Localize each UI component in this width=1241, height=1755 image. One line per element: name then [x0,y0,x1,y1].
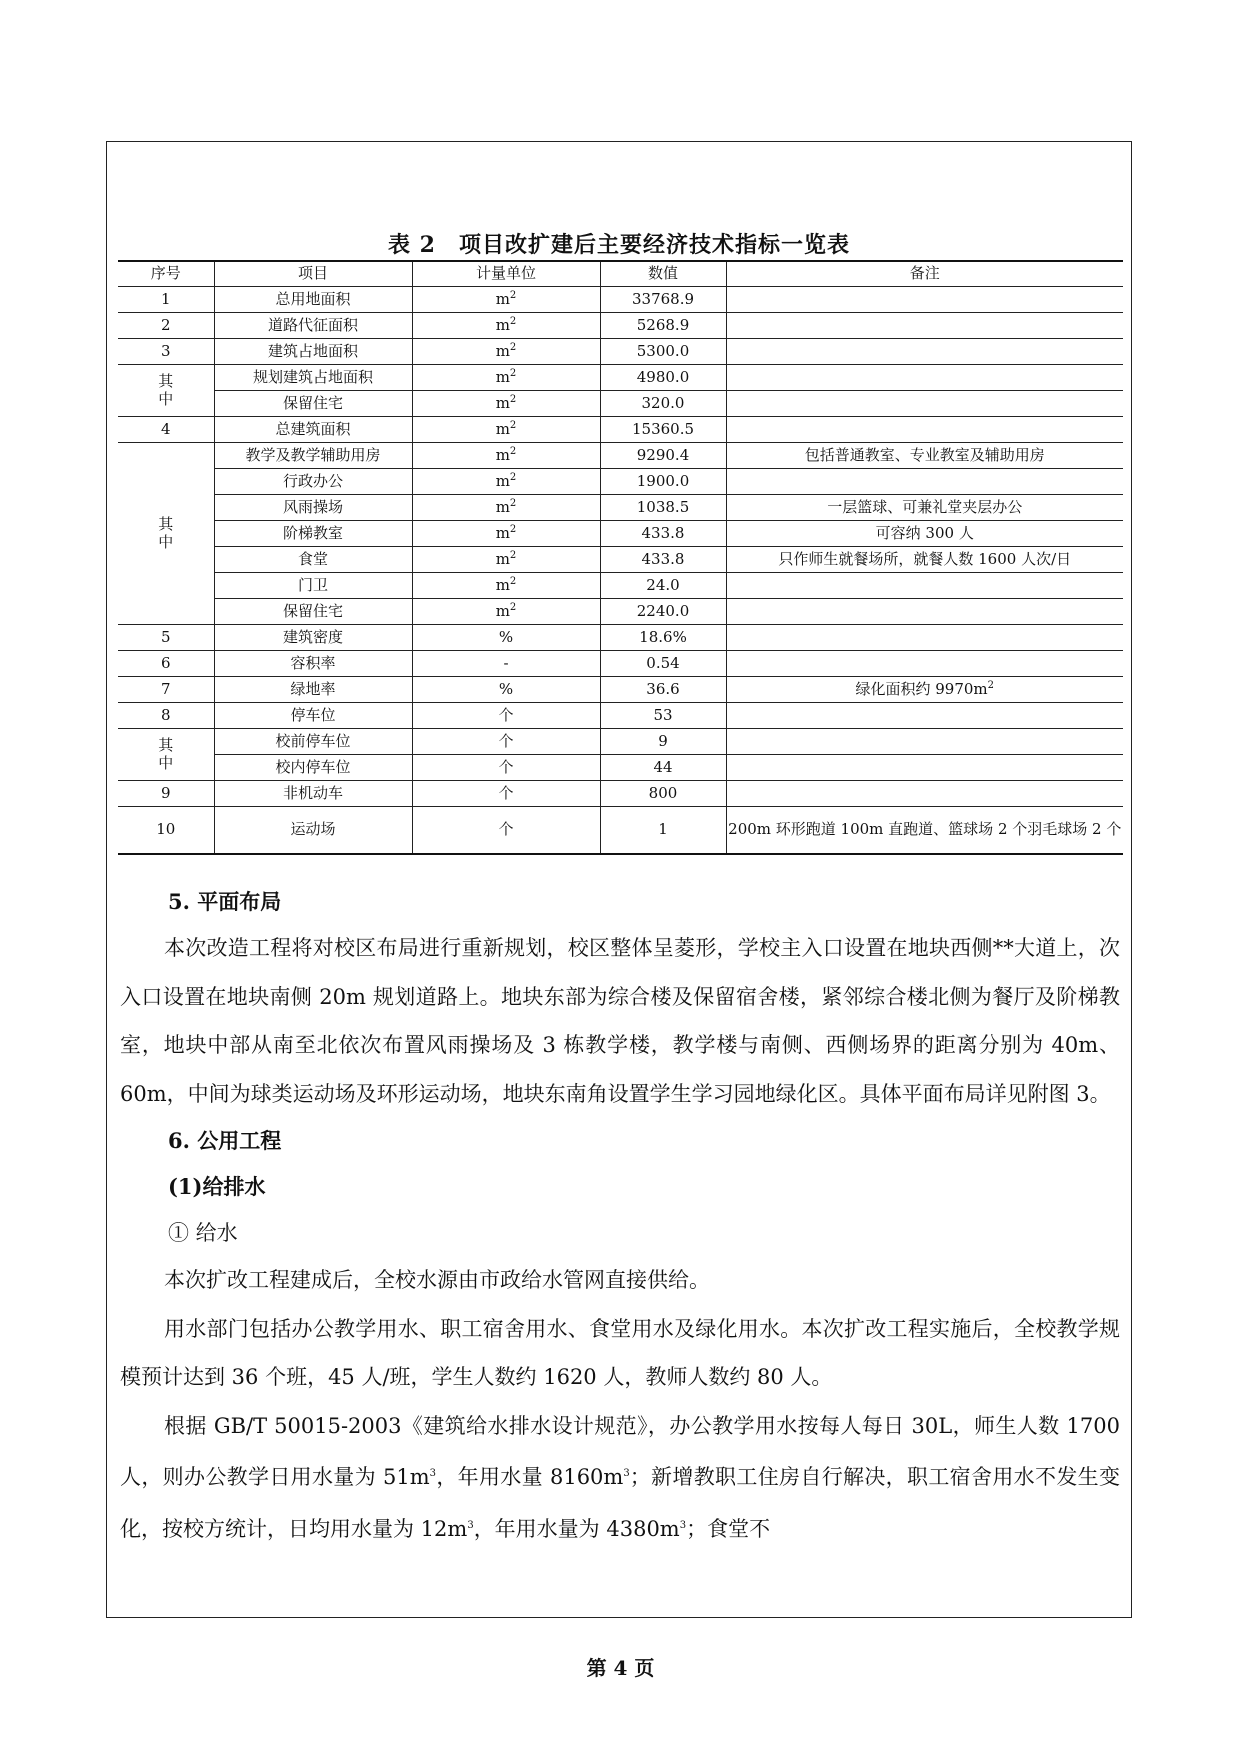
row-note [726,339,1123,365]
row-value: 0.54 [600,651,726,677]
page-number: 第 4 页 [586,1656,655,1680]
row-no: 9 [118,781,214,807]
row-unit: % [412,625,600,651]
row-value: 36.6 [600,677,726,703]
row-unit: 个 [412,703,600,729]
row-note [726,469,1123,495]
row-no: 3 [118,339,214,365]
row-item: 阶梯教室 [214,521,412,547]
row-note [726,391,1123,417]
table-row [118,365,1123,391]
body-text [120,880,1120,1553]
row-value: 5300.0 [600,339,726,365]
table-row [118,469,1123,495]
row-unit: $m^2$ [412,287,600,313]
header-item: 项目 [214,261,412,287]
row-unit: 个 [412,807,600,855]
row-unit: $m^2$ [412,547,600,573]
row-unit: $m^2$ [412,469,600,495]
indicator-table [118,260,1123,855]
row-value: 18.6% [600,625,726,651]
section-5-heading: 5. 平面布局 [168,889,282,914]
row-item: 非机动车 [214,781,412,807]
row-unit: $m^2$ [412,339,600,365]
row-no: 6 [118,651,214,677]
row-note: 一层篮球、可兼礼堂夹层办公 [726,495,1123,521]
row-note [726,781,1123,807]
table-row [118,599,1123,625]
row-value: 33768.9 [600,287,726,313]
row-item: 道路代征面积 [214,313,412,339]
row-item: 保留住宅 [214,599,412,625]
row-value: 320.0 [600,391,726,417]
row-item: 建筑占地面积 [214,339,412,365]
table-row [118,677,1123,703]
row-no: 10 [118,807,214,855]
row-item: 保留住宅 [214,391,412,417]
header-value: 数值 [600,261,726,287]
row-note [726,313,1123,339]
row-note [726,573,1123,599]
row-unit: $m^2$ [412,443,600,469]
row-unit: $m^2$ [412,313,600,339]
table-row [118,495,1123,521]
row-note: 绿化面积约 $9970m^2$ [726,677,1123,703]
row-note [726,703,1123,729]
row-note [726,651,1123,677]
row-note: 200m 环形跑道 100m 直跑道、篮球场 2 个羽毛球场 2 个 [726,807,1123,855]
row-no: 5 [118,625,214,651]
row-item: 校前停车位 [214,729,412,755]
row-item: 停车位 [214,703,412,729]
row-value: 24.0 [600,573,726,599]
table-row [118,391,1123,417]
paragraph-water-users: 用水部门包括办公教学用水、职工宿舍用水、食堂用水及绿化用水。本次扩改工程实施后，全校教学规模预计达到 36 个班，45 人/班，学生人数约 1620 人，教师人数约 80 人。 [120,1316,1120,1389]
table-row [118,729,1123,755]
row-value: 1900.0 [600,469,726,495]
table-row [118,625,1123,651]
row-unit: % [412,677,600,703]
table-row [118,651,1123,677]
row-value: 1 [600,807,726,855]
row-item: 规划建筑占地面积 [214,365,412,391]
row-group-label: 其 中 [118,365,214,417]
row-note [726,287,1123,313]
row-unit: 个 [412,781,600,807]
row-note: 包括普通教室、专业教室及辅助用房 [726,443,1123,469]
table-row [118,807,1123,855]
row-no: 4 [118,417,214,443]
table-row [118,339,1123,365]
subsection-water-heading: (1)给排水 [168,1174,266,1199]
row-unit: $m^2$ [412,365,600,391]
table-row [118,417,1123,443]
row-unit: $m^2$ [412,417,600,443]
row-value: 44 [600,755,726,781]
row-item: 容积率 [214,651,412,677]
table-row [118,443,1123,469]
table-row [118,547,1123,573]
row-note [726,599,1123,625]
row-note [726,755,1123,781]
paragraph-water-usage: 根据 GB/T 50015-2003《建筑给水排水设计规范》，办公教学用水按每人每日 30L，师生人数 1700 人，则办公教学日用水量为 $51m^3$，年用水量 $8160m^3$；新增教职工住房自行解决，职工宿舍用水不发生变化，按校方统计，日均用水量为 $12m^3$，年用水量为 $4380m^3$；食堂不 [120,1413,1120,1541]
table-row [118,755,1123,781]
table-row [118,313,1123,339]
table-title: 表 2 项目改扩建后主要经济技术指标一览表 [388,232,850,258]
row-note: 只作师生就餐场所，就餐人数 1600 人次/日 [726,547,1123,573]
row-value: 1038.5 [600,495,726,521]
row-item: 门卫 [214,573,412,599]
row-no: 8 [118,703,214,729]
row-value: 4980.0 [600,365,726,391]
row-unit: $m^2$ [412,599,600,625]
table-row [118,573,1123,599]
row-item: 运动场 [214,807,412,855]
row-value: 5268.9 [600,313,726,339]
row-item: 行政办公 [214,469,412,495]
header-note: 备注 [726,261,1123,287]
row-item: 校内停车位 [214,755,412,781]
row-value: 433.8 [600,521,726,547]
table-row [118,287,1123,313]
row-group-label: 其 中 [118,443,214,625]
paragraph-water-source: 本次扩改工程建成后，全校水源由市政给水管网直接供给。 [164,1268,710,1292]
table-header-row [118,261,1123,287]
row-unit: $m^2$ [412,495,600,521]
row-no: 1 [118,287,214,313]
row-value: 15360.5 [600,417,726,443]
row-note [726,625,1123,651]
row-unit: 个 [412,729,600,755]
row-group-label: 其 中 [118,729,214,781]
table-row [118,781,1123,807]
row-unit: - [412,651,600,677]
section-6-heading: 6. 公用工程 [168,1128,282,1153]
subsection-water-supply: ① 给水 [168,1221,238,1245]
row-value: 9290.4 [600,443,726,469]
row-value: 9 [600,729,726,755]
row-unit: 个 [412,755,600,781]
section-5-paragraph: 本次改造工程将对校区布局进行重新规划，校区整体呈菱形，学校主入口设置在地块西侧**大道上，次入口设置在地块南侧 20m 规划道路上。地块东部为综合楼及保留宿舍楼，紧邻综合楼北侧为餐厅及阶梯教室，地块中部从南至北依次布置风雨操场及 3 栋教学楼，教学楼与南侧、西侧场界的距离分别为 40m、60m，中间为球类运动场及环形运动场，地块东南角设置学生学习园地绿化区。具体平面布局详见附图 3。 [120,936,1120,1106]
header-no: 序号 [118,261,214,287]
row-item: 总用地面积 [214,287,412,313]
row-unit: $m^2$ [412,521,600,547]
row-note [726,729,1123,755]
row-item: 建筑密度 [214,625,412,651]
row-item: 绿地率 [214,677,412,703]
row-no: 7 [118,677,214,703]
row-value: 2240.0 [600,599,726,625]
row-item: 总建筑面积 [214,417,412,443]
row-note [726,417,1123,443]
row-value: 433.8 [600,547,726,573]
row-value: 53 [600,703,726,729]
row-note: 可容纳 300 人 [726,521,1123,547]
row-item: 食堂 [214,547,412,573]
table-row [118,521,1123,547]
row-unit: $m^2$ [412,573,600,599]
row-item: 教学及教学辅助用房 [214,443,412,469]
table-row [118,703,1123,729]
row-item: 风雨操场 [214,495,412,521]
row-unit: $m^2$ [412,391,600,417]
row-note [726,365,1123,391]
header-unit: 计量单位 [412,261,600,287]
row-no: 2 [118,313,214,339]
row-value: 800 [600,781,726,807]
